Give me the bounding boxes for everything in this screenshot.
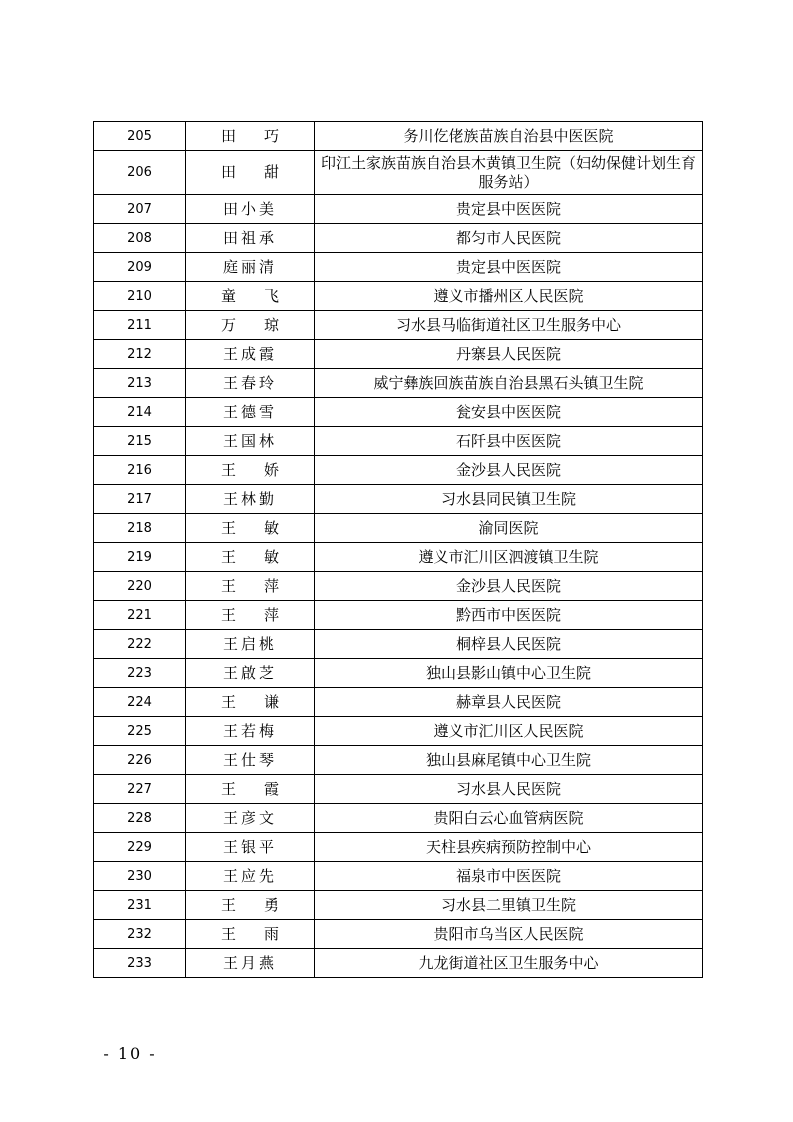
table-row [94, 659, 703, 688]
organization-name: 贵定县中医医院 [315, 195, 703, 224]
table-row [94, 224, 703, 253]
row-number: 231 [94, 891, 186, 920]
table-row [94, 514, 703, 543]
person-name: 王萍 [186, 601, 315, 630]
row-number: 229 [94, 833, 186, 862]
table-row [94, 833, 703, 862]
table-row [94, 717, 703, 746]
row-number: 230 [94, 862, 186, 891]
person-name: 王林勤 [186, 485, 315, 514]
organization-name: 桐梓县人民医院 [315, 630, 703, 659]
person-name: 王霞 [186, 775, 315, 804]
organization-name: 习水县同民镇卫生院 [315, 485, 703, 514]
person-name: 童飞 [186, 282, 315, 311]
table-row [94, 746, 703, 775]
row-number: 209 [94, 253, 186, 282]
organization-name: 瓮安县中医医院 [315, 398, 703, 427]
table-row [94, 485, 703, 514]
person-name: 王萍 [186, 572, 315, 601]
organization-name: 天柱县疾病预防控制中心 [315, 833, 703, 862]
row-number: 221 [94, 601, 186, 630]
person-name: 王春玲 [186, 369, 315, 398]
person-name: 王谦 [186, 688, 315, 717]
table-row [94, 456, 703, 485]
table-row [94, 949, 703, 978]
table-row [94, 195, 703, 224]
organization-name: 习水县人民医院 [315, 775, 703, 804]
person-name: 王若梅 [186, 717, 315, 746]
table-row [94, 398, 703, 427]
organization-name: 贵阳市乌当区人民医院 [315, 920, 703, 949]
person-name: 王应先 [186, 862, 315, 891]
row-number: 219 [94, 543, 186, 572]
row-number: 213 [94, 369, 186, 398]
organization-name: 遵义市汇川区泗渡镇卫生院 [315, 543, 703, 572]
table-row [94, 311, 703, 340]
roster-table-body [94, 122, 703, 978]
row-number: 232 [94, 920, 186, 949]
row-number: 211 [94, 311, 186, 340]
person-name: 王启桃 [186, 630, 315, 659]
row-number: 222 [94, 630, 186, 659]
organization-name: 贵阳白云心血管病医院 [315, 804, 703, 833]
table-row [94, 151, 703, 195]
row-number: 210 [94, 282, 186, 311]
table-row [94, 369, 703, 398]
organization-name: 独山县麻尾镇中心卫生院 [315, 746, 703, 775]
organization-name: 都匀市人民医院 [315, 224, 703, 253]
row-number: 214 [94, 398, 186, 427]
row-number: 216 [94, 456, 186, 485]
organization-name: 独山县影山镇中心卫生院 [315, 659, 703, 688]
row-number: 233 [94, 949, 186, 978]
person-name: 田甜 [186, 151, 315, 195]
organization-name: 福泉市中医医院 [315, 862, 703, 891]
page-number: - 10 - [103, 1044, 157, 1063]
row-number: 215 [94, 427, 186, 456]
roster-table [93, 121, 703, 978]
table-row [94, 630, 703, 659]
person-name: 田祖承 [186, 224, 315, 253]
person-name: 田小美 [186, 195, 315, 224]
person-name: 王娇 [186, 456, 315, 485]
roster-table-container [93, 121, 702, 978]
table-row [94, 891, 703, 920]
table-row [94, 572, 703, 601]
table-row [94, 775, 703, 804]
row-number: 228 [94, 804, 186, 833]
organization-name: 赫章县人民医院 [315, 688, 703, 717]
person-name: 王银平 [186, 833, 315, 862]
organization-name: 贵定县中医医院 [315, 253, 703, 282]
row-number: 218 [94, 514, 186, 543]
organization-name: 黔西市中医医院 [315, 601, 703, 630]
row-number: 217 [94, 485, 186, 514]
table-row [94, 340, 703, 369]
row-number: 223 [94, 659, 186, 688]
person-name: 庭丽清 [186, 253, 315, 282]
person-name: 王勇 [186, 891, 315, 920]
organization-name: 金沙县人民医院 [315, 456, 703, 485]
organization-name: 习水县二里镇卫生院 [315, 891, 703, 920]
organization-name: 印江土家族苗族自治县木黄镇卫生院（妇幼保健计划生育服务站） [315, 151, 703, 195]
organization-name: 务川仡佬族苗族自治县中医医院 [315, 122, 703, 151]
person-name: 王月燕 [186, 949, 315, 978]
person-name: 王德雪 [186, 398, 315, 427]
person-name: 王仕琴 [186, 746, 315, 775]
organization-name: 石阡县中医医院 [315, 427, 703, 456]
organization-name: 威宁彝族回族苗族自治县黑石头镇卫生院 [315, 369, 703, 398]
table-row [94, 253, 703, 282]
row-number: 207 [94, 195, 186, 224]
person-name: 王国林 [186, 427, 315, 456]
row-number: 224 [94, 688, 186, 717]
row-number: 206 [94, 151, 186, 195]
organization-name: 丹寨县人民医院 [315, 340, 703, 369]
row-number: 225 [94, 717, 186, 746]
person-name: 王彦文 [186, 804, 315, 833]
table-row [94, 804, 703, 833]
table-row [94, 282, 703, 311]
table-row [94, 920, 703, 949]
organization-name: 渝同医院 [315, 514, 703, 543]
organization-name: 九龙街道社区卫生服务中心 [315, 949, 703, 978]
row-number: 220 [94, 572, 186, 601]
organization-name: 习水县马临街道社区卫生服务中心 [315, 311, 703, 340]
table-row [94, 688, 703, 717]
person-name: 王啟芝 [186, 659, 315, 688]
person-name: 王成霞 [186, 340, 315, 369]
row-number: 208 [94, 224, 186, 253]
row-number: 205 [94, 122, 186, 151]
person-name: 王雨 [186, 920, 315, 949]
table-row [94, 543, 703, 572]
person-name: 王敏 [186, 543, 315, 572]
row-number: 212 [94, 340, 186, 369]
organization-name: 遵义市播州区人民医院 [315, 282, 703, 311]
organization-name: 遵义市汇川区人民医院 [315, 717, 703, 746]
person-name: 王敏 [186, 514, 315, 543]
person-name: 万琼 [186, 311, 315, 340]
person-name: 田巧 [186, 122, 315, 151]
organization-name: 金沙县人民医院 [315, 572, 703, 601]
table-row [94, 601, 703, 630]
table-row [94, 427, 703, 456]
row-number: 226 [94, 746, 186, 775]
table-row [94, 122, 703, 151]
row-number: 227 [94, 775, 186, 804]
table-row [94, 862, 703, 891]
